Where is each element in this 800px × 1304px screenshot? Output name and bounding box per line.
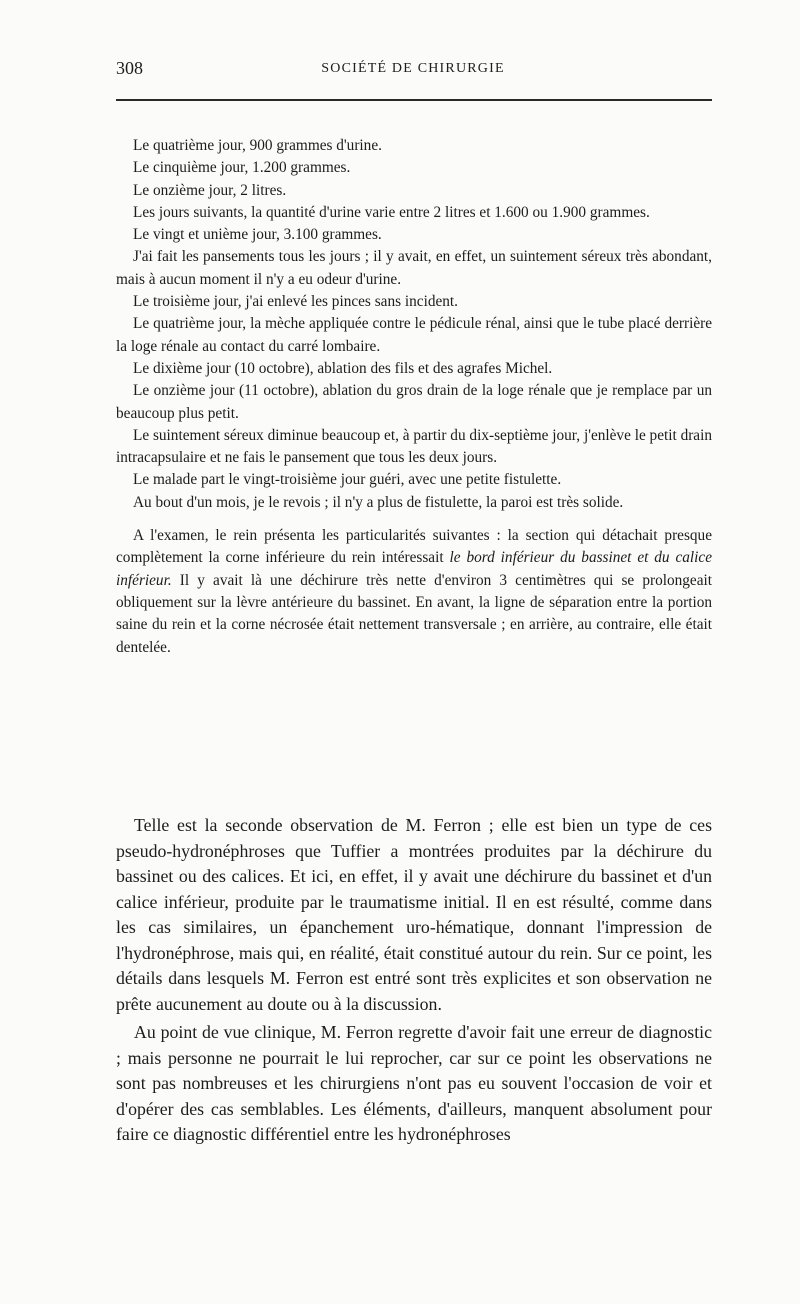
running-title: SOCIÉTÉ DE CHIRURGIE [321, 61, 505, 76]
exam-text-italic: le bord inférieur du bassinet et du calice inférieur. [116, 549, 712, 589]
paragraph: Au bout d'un mois, je le revois ; il n'y a plus de fistulette, la paroi est très solide. [133, 493, 624, 511]
exam-text-end: Il y avait là une déchirure très nette d'environ 3 centimètres qui se prolongeait obliquement sur la lèvre antérieure du bassinet. En avant, la ligne de séparation entre la portion saine du rein et la corne nécrosée était nettement transversale ; en arrière, au contraire, elle était dentelée. [116, 571, 712, 656]
exam-paragraph [116, 525, 712, 659]
paragraph: Le quatrième jour, la mèche appliquée contre le pédicule rénal, ainsi que le tube placé derrière la loge rénale au contact du carré lombaire. [116, 315, 712, 355]
paragraph: Le suintement séreux diminue beaucoup et, à partir du dix-septième jour, j'enlève le petit drain intracapsulaire et ne fais le pansement que tous les deux jours. [116, 426, 712, 467]
page-header [116, 58, 710, 82]
page-number: 308 [116, 58, 143, 78]
paragraph: Telle est la seconde observation de M. Ferron ; elle est bien un type de ces pseudo-hydronéphroses que Tuffier a montrées produites par la déchirure du bassinet ou des calices. Et ici, en effet, il y avait une déchirure du bassinet et d'un calice inférieur, produite par le traumatisme initial. Il en est résulté, comme dans les cas similaires, un épanchement uro-hématique, donnant l'impression de l'hydronéphrose, mais qui, en réalité, était constitué autour du rein. Sur ce point, les détails dans lesquels M. Ferron est entré sont très explicites et son observation ne prête aucunement au doute ou à la discussion. [116, 815, 712, 1014]
paragraph: Le troisième jour, j'ai enlevé les pinces sans incident. [133, 293, 458, 311]
paragraph: Le quatrième jour, 900 grammes d'urine. [133, 137, 382, 154]
paragraph: Le onzième jour, 2 litres. [133, 181, 287, 199]
paragraph: Le dixième jour (10 octobre), ablation des fils et des agrafes Michel. [133, 359, 553, 377]
paragraph: Le onzième jour (11 octobre), ablation du gros drain de la loge rénale que je remplace par un beaucoup plus petit. [116, 382, 712, 422]
case-notes [116, 135, 712, 659]
paragraph: Les jours suivants, la quantité d'urine varie entre 2 litres et 1.600 ou 1.900 grammes. [133, 203, 650, 221]
paragraph: Le malade part le vingt-troisième jour guéri, avec une petite fistulette. [133, 471, 562, 489]
commentary [116, 813, 712, 1148]
paragraph: J'ai fait les pansements tous les jours ; il y avait, en effet, un suintement séreux très abondant, mais à aucun moment il n'y a eu odeur d'urine. [116, 248, 712, 288]
paragraph: Le cinquième jour, 1.200 grammes. [133, 159, 351, 177]
exam-text-start: A l'examen, le rein présenta les particularités suivantes : la section qui détachait presque complètement la corne inférieure du rein intéressait [116, 527, 712, 567]
paragraph: Le vingt et unième jour, 3.100 grammes. [133, 226, 382, 244]
header-rule [116, 99, 712, 101]
paragraph: Au point de vue clinique, M. Ferron regrette d'avoir fait une erreur de diagnostic ; mais personne ne pourrait le lui reprocher, car sur ce point les observations ne sont pas nombreuses et les chirurgiens n'ont pas eu souvent l'occasion de voir et d'opérer des cas semblables. Les éléments, d'ailleurs, manquent absolument pour faire ce diagnostic différentiel entre les hydronéphroses [116, 1022, 712, 1144]
